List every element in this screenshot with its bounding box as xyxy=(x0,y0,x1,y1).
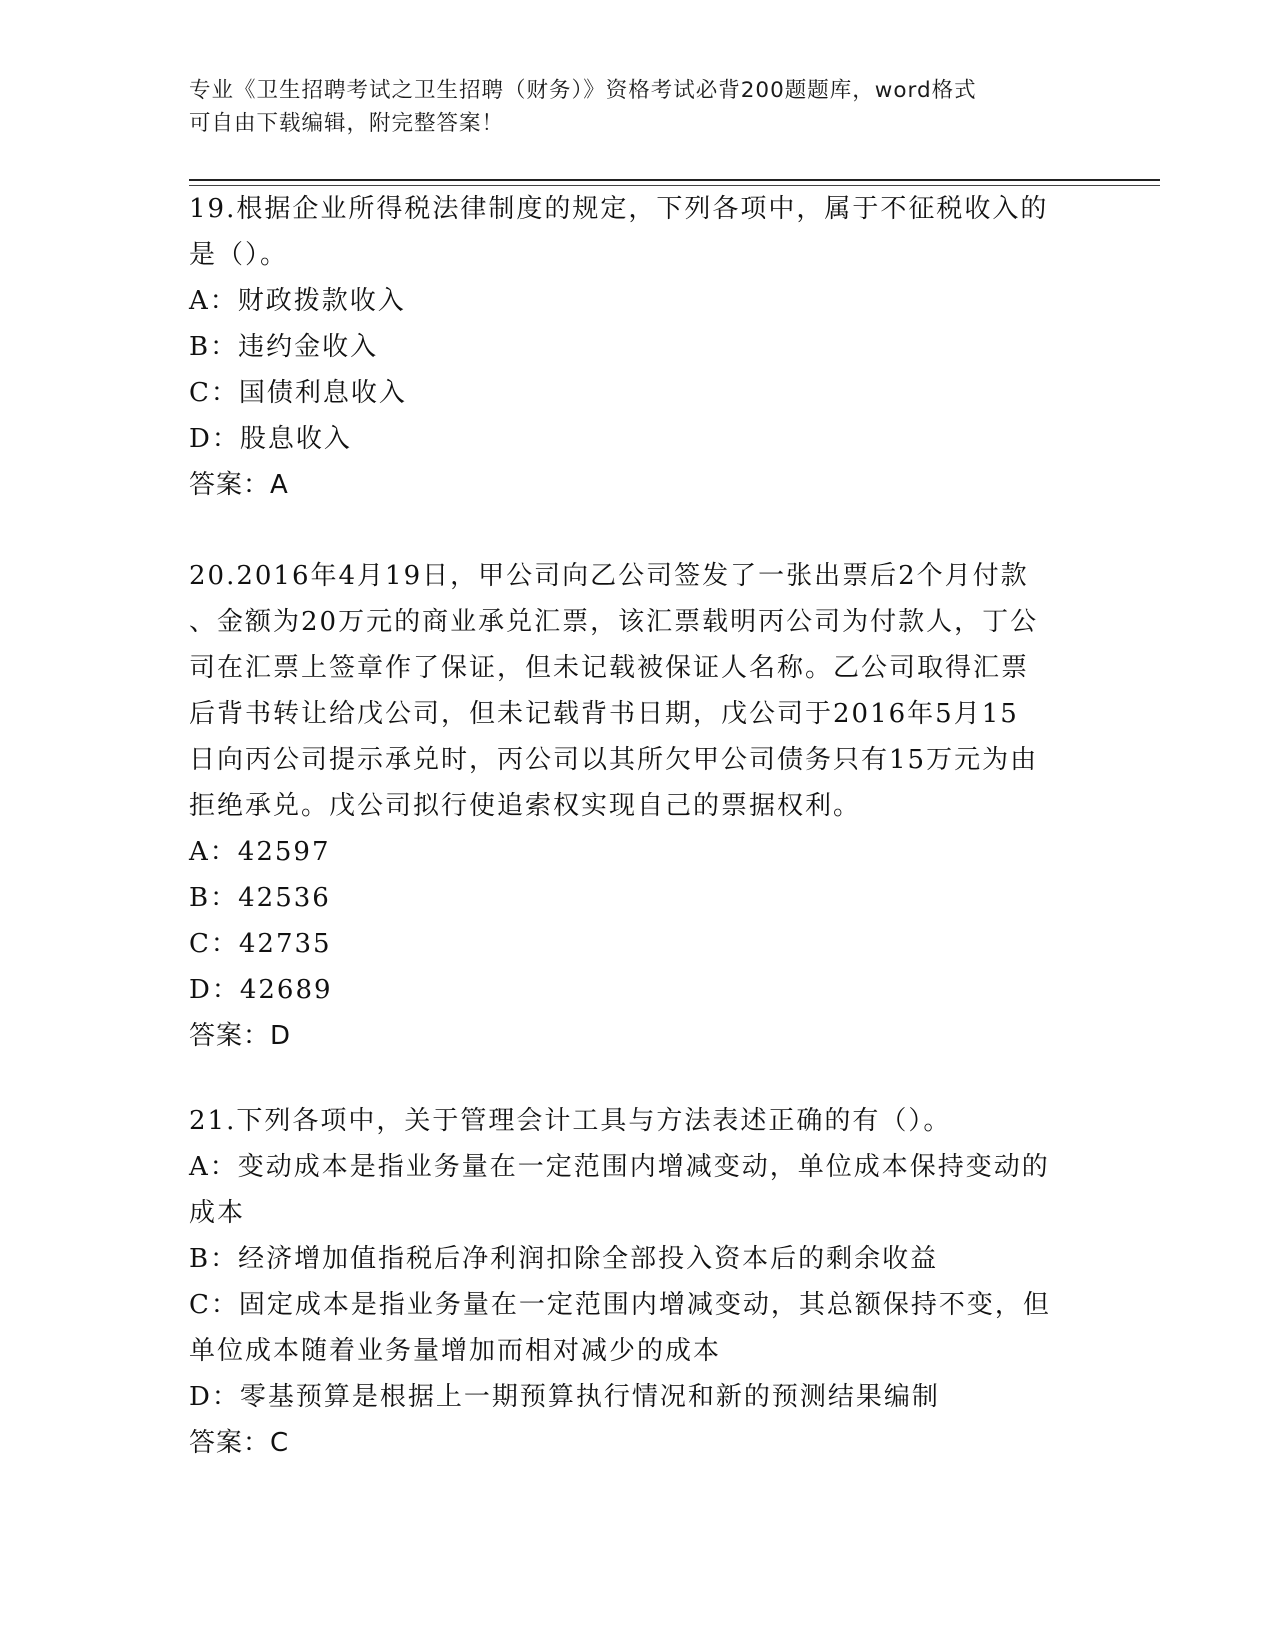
option-line: B：42536 xyxy=(189,883,331,913)
stem-line: 日向丙公司提示承兑时，丙公司以其所欠甲公司债务只有15万元为由 xyxy=(189,745,1039,775)
option-b xyxy=(189,875,1069,921)
stem-line: 21.下列各项中，关于管理会计工具与方法表述正确的有（）。 xyxy=(189,1106,952,1136)
option-line: 单位成本随着业务量增加而相对减少的成本 xyxy=(189,1336,722,1366)
question-21 xyxy=(189,1098,1069,1466)
option-b xyxy=(189,324,1069,370)
header-line-2: 可自由下载编辑，附完整答案！ xyxy=(189,111,505,136)
option-line: D：42689 xyxy=(189,975,333,1005)
header-divider-thick xyxy=(189,179,1160,181)
option-a xyxy=(189,1144,1069,1236)
option-line: A：变动成本是指业务量在一定范围内增减变动，单位成本保持变动的 xyxy=(189,1152,1050,1182)
stem-line: 后背书转让给戊公司，但未记载背书日期，戊公司于2016年5月15 xyxy=(189,699,1019,729)
stem-line: 20.2016年4月19日，甲公司向乙公司签发了一张出票后2个月付款 xyxy=(189,561,1029,591)
header-line-1: 专业《卫生招聘考试之卫生招聘（财务）》资格考试必背200题题库，word格式 xyxy=(189,78,977,103)
answer: 答案：C xyxy=(189,1428,290,1458)
option-line: C：42735 xyxy=(189,929,332,959)
option-a xyxy=(189,278,1069,324)
option-c xyxy=(189,1282,1069,1374)
answer: 答案：A xyxy=(189,470,289,500)
stem-line: 拒绝承兑。戊公司拟行使追索权实现自己的票据权利。 xyxy=(189,791,862,821)
option-line: B：违约金收入 xyxy=(189,332,379,362)
option-line: C：固定成本是指业务量在一定范围内增减变动，其总额保持不变，但 xyxy=(189,1290,1051,1320)
option-line: D：股息收入 xyxy=(189,424,352,454)
stem-line: 司在汇票上签章作了保证，但未记载被保证人名称。乙公司取得汇票 xyxy=(189,653,1030,683)
option-d xyxy=(189,1374,1069,1420)
stem-line: 19.根据企业所得税法律制度的规定，下列各项中，属于不征税收入的 xyxy=(189,194,1049,224)
option-c xyxy=(189,370,1069,416)
option-d xyxy=(189,967,1069,1013)
option-d xyxy=(189,416,1069,462)
question-stem xyxy=(189,186,1069,278)
answer: 答案：D xyxy=(189,1021,292,1051)
question-20 xyxy=(189,553,1069,1059)
stem-line: 、金额为20万元的商业承兑汇票，该汇票载明丙公司为付款人，丁公 xyxy=(189,607,1039,637)
option-line: C：国债利息收入 xyxy=(189,378,407,408)
question-19 xyxy=(189,186,1069,508)
option-line: A：42597 xyxy=(189,837,331,867)
option-a xyxy=(189,829,1069,875)
option-b xyxy=(189,1236,1069,1282)
question-stem xyxy=(189,553,1069,829)
stem-line: 是（）。 xyxy=(189,240,289,270)
option-line: D：零基预算是根据上一期预算执行情况和新的预测结果编制 xyxy=(189,1382,940,1412)
option-line: A：财政拨款收入 xyxy=(189,286,406,316)
option-c xyxy=(189,921,1069,967)
document-header xyxy=(189,74,1089,140)
option-line: B：经济增加值指税后净利润扣除全部投入资本后的剩余收益 xyxy=(189,1244,939,1274)
question-stem xyxy=(189,1098,1069,1144)
option-line: 成本 xyxy=(189,1198,246,1228)
